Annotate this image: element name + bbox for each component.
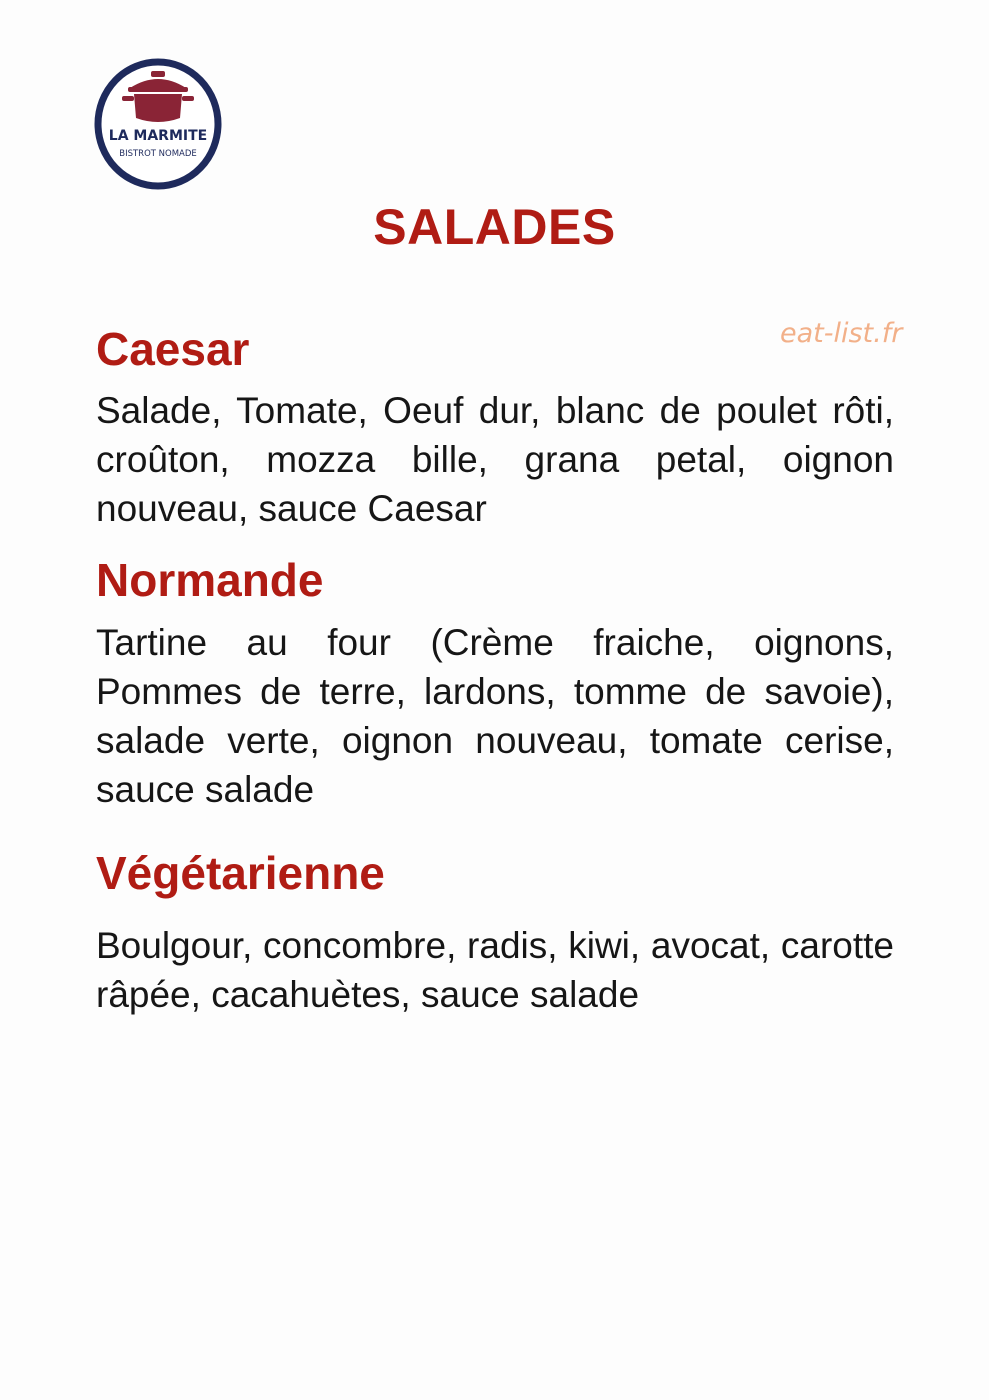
dish-name-normande: Normande (96, 554, 324, 606)
dish-name-caesar: Caesar (96, 323, 250, 375)
watermark: eat-list.fr (780, 318, 903, 349)
svg-text:LA MARMITE: LA MARMITE (108, 128, 208, 144)
restaurant-logo (94, 58, 222, 190)
marmite-logo-icon (94, 58, 222, 190)
dish-name-vegetarienne: Végétarienne (96, 847, 385, 899)
svg-text:BISTROT NOMADE: BISTROT NOMADE (119, 149, 197, 159)
dish-description-vegetarienne: Boulgour, concombre, radis, kiwi, avocat, carotte râpée, cacahuètes, sauce salade (96, 925, 894, 1015)
dish-description-normande: Tartine au four (Crème fraiche, oignons, Pommes de terre, lardons, tomme de savoie), salade verte, oignon nouveau, tomate cerise, sauce salade (96, 622, 894, 810)
dish-description-caesar: Salade, Tomate, Oeuf dur, blanc de poulet rôti, croûton, mozza bille, grana petal, oignon nouveau, sauce Caesar (96, 390, 894, 529)
menu-section-title: SALADES (373, 199, 616, 255)
